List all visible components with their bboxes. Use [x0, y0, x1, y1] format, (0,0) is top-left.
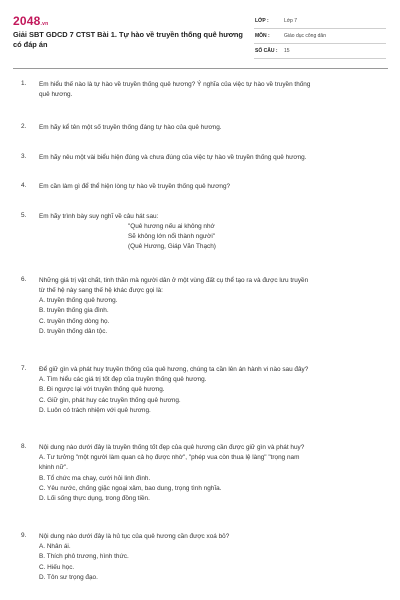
answer-option: B. Thích phô trương, hình thức. [39, 553, 129, 561]
question-text: Nội dung nào dưới đây là truyền thống tốt đẹp của quê hương cần được giữ gìn và phát huy? [39, 444, 305, 451]
question-number: 9. [21, 532, 27, 539]
answer-option: C. Hiếu học. [39, 563, 75, 571]
question-text: quê hương. [39, 91, 73, 98]
meta-row-count [254, 44, 386, 59]
meta-value: Lớp 7 [284, 18, 298, 24]
question-text: Em hiểu thế nào là tự hào về truyền thống quê hương? Ý nghĩa của việc tự hào về truyền thống [39, 81, 311, 88]
meta-row-grade [254, 14, 386, 29]
question-text: Nội dung nào dưới đây là hủ tục của quê hương cần được xoá bỏ? [39, 533, 230, 540]
answer-option: D. Tôn sư trọng đạo. [39, 573, 98, 581]
answer-option: C. Yêu nước, chống giặc ngoại xâm, bao dung, trọng tình nghĩa. [39, 484, 222, 492]
document-header [0, 0, 400, 66]
question-number: 8. [21, 443, 27, 450]
question-number: 2. [21, 123, 27, 130]
question-text: từ thế hệ này sang thế hệ khác được gọi là: [39, 287, 163, 294]
meta-row-subject [254, 29, 386, 44]
answer-option: B. Tổ chức ma chay, cưới hỏi linh đình. [39, 474, 151, 482]
answer-option: A. Tìm hiểu các giá trị tốt đẹp của truyền thống quê hương. [39, 376, 207, 383]
question-number: 6. [21, 276, 27, 283]
site-logo[interactable] [13, 14, 48, 28]
meta-value: 15 [284, 48, 290, 54]
header-divider [13, 68, 388, 69]
question-text: Để giữ gìn và phát huy truyền thống của quê hương, chúng ta cần lên án hành vi nào sau đây? [39, 366, 309, 373]
answer-option: B. Đi ngược lại với truyền thống quê hương. [39, 386, 165, 394]
quote-line: Sẽ không lớn nổi thành người" [128, 233, 216, 240]
question-number: 3. [21, 153, 27, 160]
logo-text: 2048 [13, 14, 41, 28]
meta-key: MÔN : [255, 33, 270, 39]
answer-option: A. truyền thống quê hương. [39, 297, 118, 304]
question-number: 5. [21, 212, 27, 219]
meta-key: LỚP : [255, 18, 269, 24]
question-number: 7. [21, 365, 27, 372]
document-title: Giải SBT GDCD 7 CTST Bài 1. Tự hào về truyền thống quê hương có đáp án [13, 30, 243, 49]
question-text: Những giá trị vật chất, tinh thần mà người dân ở một vùng đất cụ thể tạo ra và được lưu truyền [39, 277, 309, 284]
document-meta [254, 14, 386, 59]
quote-source: (Quê Hương, Giáp Văn Thạch) [128, 243, 216, 250]
question-number: 4. [21, 182, 27, 189]
answer-option: C. truyền thống dòng họ. [39, 317, 110, 325]
answer-option: C. Giữ gìn, phát huy các truyền thống quê hương. [39, 396, 181, 404]
logo-suffix: .vn [40, 21, 49, 27]
answer-option: A. Tư tưởng "một người làm quan cả họ được nhờ", "phép vua còn thua lệ làng" "trọng nam [39, 454, 300, 461]
question-text: Em cần làm gì để thể hiện lòng tự hào về truyền thống quê hương? [39, 183, 231, 190]
question-text: Em hãy nêu một vài biểu hiện đúng và chưa đúng của việc tự hào về truyền thống quê hương. [39, 154, 307, 161]
quote-line: "Quê hương nếu ai không nhớ [128, 223, 215, 230]
answer-option: A. Nhân ái. [39, 543, 71, 550]
question-number: 1. [21, 80, 27, 87]
answer-option: D. Luôn có trách nhiệm với quê hương. [39, 406, 151, 414]
answer-option: khinh nữ". [39, 464, 68, 472]
answer-option: D. Lối sống thực dụng, trong đồng tiền. [39, 495, 150, 503]
answer-option: B. truyền thống gia đình. [39, 307, 109, 315]
song-quote [128, 222, 216, 252]
question-text: Em hãy trình bày suy nghĩ về câu hát sau: [39, 213, 159, 220]
answer-option: D. truyền thống dân tộc. [39, 327, 108, 335]
meta-key: SỐ CÂU : [255, 48, 278, 54]
question-text: Em hãy kể tên một số truyền thống đáng tự hào của quê hương. [39, 124, 222, 131]
meta-value: Giáo dục công dân [284, 33, 326, 39]
